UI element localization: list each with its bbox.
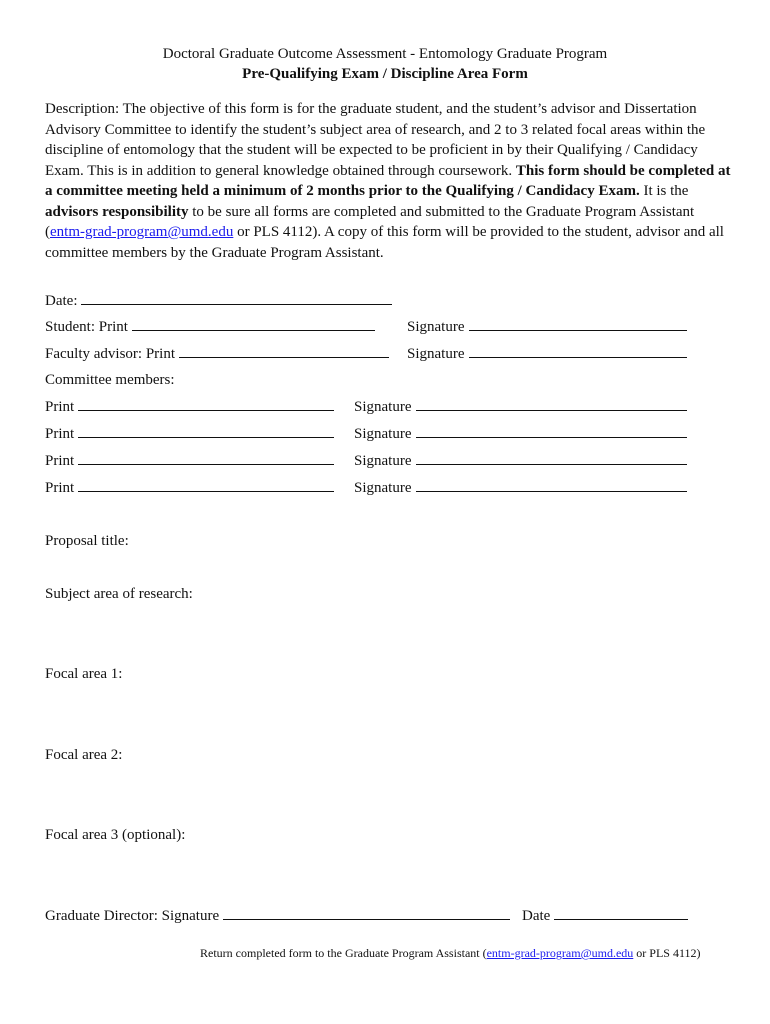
form-header-line1: Doctoral Graduate Outcome Assessment - Entomology Graduate Program	[162, 46, 608, 62]
focal-area-3-label: Focal area 3 (optional):	[45, 827, 186, 843]
student-print-field[interactable]	[132, 318, 375, 331]
committee-signature-label: Signature	[354, 426, 412, 442]
committee-signature-field-4[interactable]	[416, 479, 687, 492]
committee-print-row-3	[45, 452, 334, 470]
committee-members-label: Committee members:	[45, 372, 175, 388]
footer-text-2: or PLS 4112)	[633, 946, 701, 960]
footer-note	[200, 946, 701, 961]
committee-print-label: Print	[45, 453, 75, 469]
committee-signature-field-1[interactable]	[416, 398, 687, 411]
description-bold-2: advisors responsibility	[45, 203, 189, 220]
committee-print-label: Print	[45, 480, 75, 496]
director-signature-label: Graduate Director: Signature	[45, 908, 220, 924]
subject-area-label: Subject area of research:	[45, 586, 193, 602]
committee-signature-label: Signature	[354, 399, 412, 415]
director-signature-row	[45, 907, 510, 925]
form-title: Pre-Qualifying Exam / Discipline Area Form	[242, 66, 528, 82]
director-date-row	[522, 907, 688, 925]
committee-signature-field-2[interactable]	[416, 425, 687, 438]
description-text-3: to be sure all forms are completed and submitted to the Graduate Program Assistant (	[45, 203, 695, 240]
focal-area-1-label: Focal area 1:	[45, 666, 123, 682]
faculty-print-label: Faculty advisor: Print	[45, 346, 175, 362]
committee-print-field-2[interactable]	[78, 425, 334, 438]
director-date-label: Date	[522, 908, 551, 924]
footer-email-link[interactable]: entm-grad-program@umd.edu	[486, 946, 634, 960]
faculty-print-row	[45, 345, 389, 363]
committee-print-field-4[interactable]	[78, 479, 334, 492]
faculty-signature-row	[407, 345, 687, 363]
student-signature-row	[407, 318, 687, 336]
focal-area-2-label: Focal area 2:	[45, 747, 123, 763]
description-text-1: Description: The objective of this form is for the graduate student, and the student’s advisor and Dissertation Advisory Committee to identify the student’s subject area of research, and 2 to 3 related focal areas within the discipline of entomology that the student will be expected to be proficient in by their Qualifying / Candidacy Exam. This is in addition to general knowledge obtained through coursework.	[45, 101, 706, 179]
student-print-label: Student: Print	[45, 319, 128, 335]
committee-signature-row-4	[354, 479, 687, 497]
description-bold-1: This form should be completed at a committee meeting held a minimum of 2 months prior to the Qualifying / Candidacy Exam.	[45, 162, 731, 199]
committee-signature-row-3	[354, 452, 687, 470]
student-signature-label: Signature	[407, 319, 465, 335]
committee-signature-label: Signature	[354, 453, 412, 469]
committee-signature-row-1	[354, 398, 687, 416]
committee-print-row-1	[45, 398, 334, 416]
committee-print-label: Print	[45, 426, 75, 442]
faculty-signature-field[interactable]	[469, 345, 687, 358]
faculty-print-field[interactable]	[179, 345, 389, 358]
date-field[interactable]	[81, 292, 392, 305]
footer-text-1: Return completed form to the Graduate Program Assistant (	[200, 946, 487, 960]
director-signature-field[interactable]	[223, 907, 510, 920]
committee-signature-row-2	[354, 425, 687, 443]
committee-print-label: Print	[45, 399, 75, 415]
student-signature-field[interactable]	[469, 318, 687, 331]
committee-print-field-1[interactable]	[78, 398, 334, 411]
student-print-row	[45, 318, 375, 336]
date-row	[45, 292, 392, 310]
director-date-field[interactable]	[554, 907, 688, 920]
email-link[interactable]: entm-grad-program@umd.edu	[50, 224, 234, 240]
date-label: Date:	[45, 293, 78, 309]
description-paragraph	[45, 99, 735, 263]
committee-signature-label: Signature	[354, 480, 412, 496]
proposal-title-label: Proposal title:	[45, 533, 129, 549]
committee-print-row-4	[45, 479, 334, 497]
committee-print-field-3[interactable]	[78, 452, 334, 465]
committee-signature-field-3[interactable]	[416, 452, 687, 465]
description-text-4: or PLS 4112). A copy of this form will be provided to the student, advisor and all committee members by the Graduate Program Assistant.	[45, 224, 724, 261]
description-text-2: It is the	[639, 183, 689, 199]
committee-print-row-2	[45, 425, 334, 443]
faculty-signature-label: Signature	[407, 346, 465, 362]
